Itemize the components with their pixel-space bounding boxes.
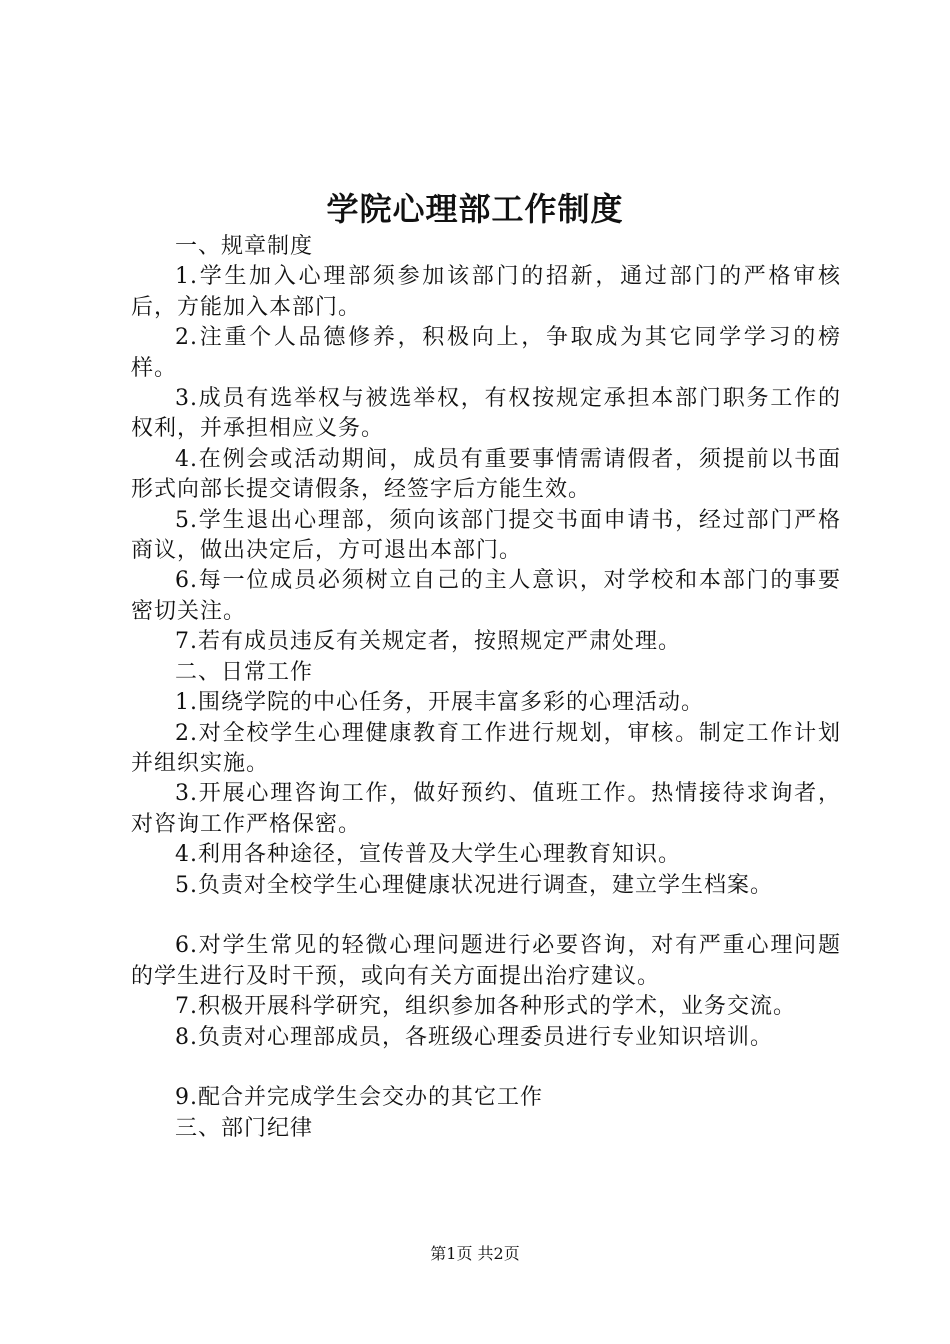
- regulation-item: 7.若有成员违反有关规定者，按照规定严肃处理。: [175, 629, 681, 655]
- daily-work-item: 4.利用各种途径，宣传普及大学生心理教育知识。: [175, 842, 681, 868]
- daily-work-item: 8.负责对心理部成员，各班级心理委员进行专业知识培训。: [175, 1024, 773, 1050]
- regulation-item: 1.学生加入心理部须参加该部门的招新，通过部门的严格审核后，方能加入本部门。: [131, 264, 841, 320]
- daily-work-item: 7.积极开展科学研究，组织参加各种形式的学术，业务交流。: [175, 994, 796, 1020]
- section-heading-discipline: 三、部门纪律: [175, 1115, 314, 1141]
- section-heading-daily-work: 二、日常工作: [175, 659, 314, 685]
- regulation-item: 4.在例会或活动期间，成员有重要事情需请假者，须提前以书面形式向部长提交请假条，经签字后方能生效。: [131, 446, 841, 503]
- daily-work-item: 3.开展心理咨询工作，做好预约、值班工作。热情接待求询者，对咨询工作严格保密。: [131, 781, 841, 837]
- blank-line: [131, 901, 841, 931]
- regulation-item: 5.学生退出心理部，须向该部门提交书面申请书，经过部门严格商议，做出决定后，方可退出本部门。: [131, 507, 841, 564]
- daily-work-item: 2.对全校学生心理健康教育工作进行规划，审核。制定工作计划并组织实施。: [131, 720, 841, 776]
- daily-work-item: 9.配合并完成学生会交办的其它工作: [175, 1085, 543, 1111]
- regulation-item: 6.每一位成员必须树立自己的主人意识，对学校和本部门的事要密切关注。: [131, 568, 841, 624]
- regulation-item: 3.成员有选举权与被选举权，有权按规定承担本部门职务工作的权利，并承担相应义务。: [131, 386, 841, 442]
- section-heading-regulations: 一、规章制度: [175, 234, 314, 259]
- blank-line: [131, 1053, 841, 1083]
- regulation-item: 2.注重个人品德修养，积极向上，争取成为其它同学学习的榜样。: [131, 325, 841, 381]
- daily-work-item: 6.对学生常见的轻微心理问题进行必要咨询，对有严重心理问题的学生进行及时干预，或向有关方面提出治疗建议。: [131, 933, 841, 989]
- page-number-footer: 第1页 共2页: [430, 1244, 520, 1263]
- document-title: 学院心理部工作制度: [326, 190, 624, 228]
- daily-work-item: 5.负责对全校学生心理健康状况进行调查，建立学生档案。: [175, 872, 773, 898]
- daily-work-item: 1.围绕学院的中心任务，开展丰富多彩的心理活动。: [175, 690, 704, 716]
- document-body: [131, 232, 841, 1144]
